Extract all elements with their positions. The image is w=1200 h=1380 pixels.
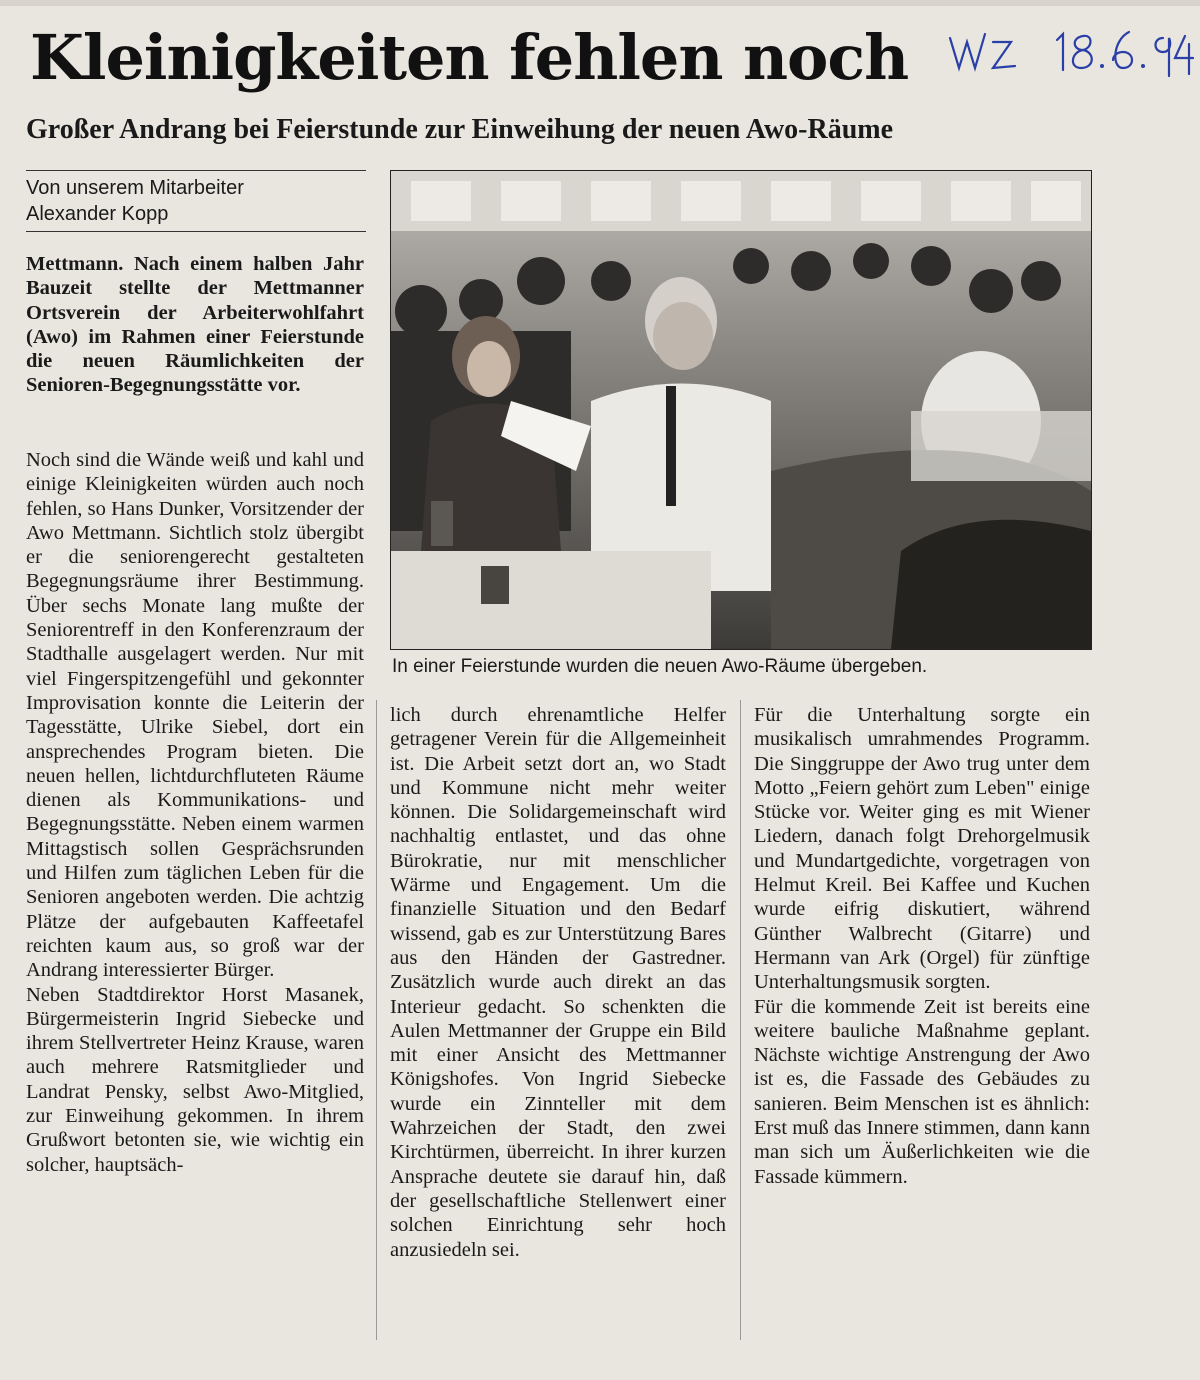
- photo-caption: In einer Feierstunde wurden die neuen Awo-Räume übergeben.: [392, 656, 928, 677]
- column-divider: [376, 700, 377, 1340]
- event-photo: [390, 170, 1092, 650]
- byline-author: Alexander Kopp: [26, 203, 169, 225]
- photo-image: [391, 171, 1091, 649]
- body-column-3: [754, 703, 1090, 1189]
- byline-line: Von unserem Mitarbeiter: [26, 177, 244, 199]
- paragraph: lich durch ehrenamtliche Helfer getragener Verein für die Allgemeinheit ist. Die Arbeit setzt dort an, wo Stadt und Kommune nicht mehr weiter können. Die Solidargemeinschaft wird nachhaltig entlastet, und das ohne Bürokratie, nur mit menschlicher Wärme und Engagement. Um die finanzielle Situation und den Bedarf wissend, gab es zur Unterstützung Bares aus den Händen der Gastredner. Zusätzlich wurde auch direkt an das Interieur gedacht. So schenkten die Aulen Mettmanner der Gruppe ein Bild mit einer Ansicht des Mettmanner Königshofes. Von Ingrid Siebecke wurde ein Zinnteller mit dem Wahrzeichen der Stadt, den zwei Kirchtürmen, überreicht. In ihrer kurzen Ansprache deutete sie darauf hin, daß der gesellschaftliche Stellenwert einer solchen Einrichtung sehr hoch anzusiedeln sei.: [390, 704, 726, 1261]
- body-column-2: [390, 703, 726, 1262]
- paragraph: Noch sind die Wände weiß und kahl und einige Kleinigkeiten würden auch noch fehlen, so Hans Dunker, Vorsitzender der Awo Mettmann. Sichtlich stolz übergibt er die seniorengerecht gestalteten Begegnungsräume ihrer Bestimmung. Über sechs Monate lang mußte der Seniorentreff in den Konferenzraum der Stadthalle ausgelagert werden. Nur mit viel Fingerspitzengefühl und gekonnter Improvisation konnte die Leiterin der Tagesstätte, Ulrike Siebel, dort ein ansprechendes Program bieten. Die neuen hellen, lichtdurchfluteten Räume dienen als Kommunikations- und Begegnungsstätte. Neben einem warmen Mittagstisch sollen Gesprächsrunden und Hilfen zum täglichen Leben für die Senioren angeboten werden. Die achtzig Plätze der aufgebauten Kaffeetafel reichten kaum aus, so groß war der Andrang interessierter Bürger.: [26, 449, 364, 982]
- lead-paragraph: Mettmann. Nach einem halben Jahr Bauzeit stellte der Mettmanner Ortsverein der Arbeiterwohlfahrt (Awo) im Rahmen einer Feierstunde die neuen Räumlichkeiten der Senioren-Begegnungsstätte vor.: [26, 253, 364, 397]
- body-column-1: [26, 448, 364, 1177]
- handwriting-icon: [945, 20, 1195, 80]
- column-divider: [740, 700, 741, 1340]
- paragraph: Für die Unterhaltung sorgte ein musikalisch umrahmendes Programm. Die Singgruppe der Awo trug unter dem Motto „Feiern gehört zum Leben" einige Stücke vor. Weiter ging es mit Wiener Liedern, danach folgt Drehorgelmusik und Mundartgedichte, vorgetragen von Helmut Kreil. Bei Kaffee und Kuchen wurde eifrig diskutiert, während Günther Walbrecht (Gitarre) und Hermann van Ark (Orgel) für zünftige Unterhaltungsmusik sorgten.: [754, 704, 1090, 994]
- paragraph: Für die kommende Zeit ist bereits eine weitere bauliche Maßnahme geplant. Nächste wichtige Anstrengung der Awo ist es, die Fassade des Gebäudes zu sanieren. Beim Menschen ist es ähnlich: Erst muß das Innere stimmen, dann kann man sich um Äußerlichkeiten wie die Fassade kümmern.: [754, 995, 1090, 1188]
- handwritten-date-note: [945, 20, 1195, 80]
- headline: Kleinigkeiten fehlen noch: [30, 21, 909, 94]
- paper-edge-top: [0, 0, 1200, 6]
- byline: [26, 170, 366, 232]
- paragraph: Neben Stadtdirektor Horst Masanek, Bürgermeisterin Ingrid Siebecke und ihrem Stellvertreter Heinz Krause, waren auch mehrere Ratsmitglieder und Landrat Pensky, selbst Awo-Mitglied, zur Einweihung gekommen. In ihrem Grußwort betonten sie, wie wichtig ein solcher, hauptsäch-: [26, 983, 364, 1176]
- subheadline: Großer Andrang bei Feierstunde zur Einweihung der neuen Awo-Räume: [26, 114, 894, 145]
